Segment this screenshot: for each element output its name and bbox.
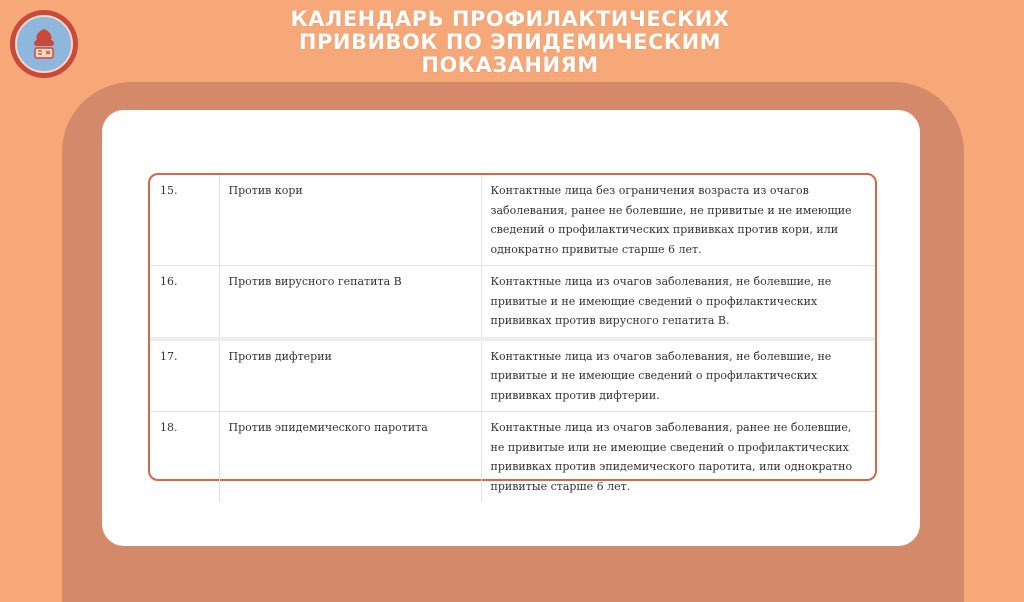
title-line-1: КАЛЕНДАРЬ ПРОФИЛАКТИЧЕСКИХ: [290, 7, 730, 31]
vaccination-table: [148, 173, 877, 493]
table-row: [150, 266, 875, 339]
vaccine-name: Против кори: [219, 175, 481, 266]
vaccine-indication: Контактные лица из очагов заболевания, не болевшие, не привитые и не имеющие сведений о профилактических прививках против вирусного гепатита В.: [490, 275, 832, 327]
vaccine-indication: Контактные лица без ограничения возраста из очагов заболевания, ранее не болевшие, не привитые и не имеющие сведений о профилактических прививках против кори, или однократно привитые старше 6 лет.: [490, 184, 852, 256]
emblem-icon: [15, 15, 73, 73]
vaccine-indication: Контактные лица из очагов заболевания, не болевшие, не привитые и не имеющие сведений о профилактических прививках против дифтерии.: [490, 349, 832, 402]
page-title: [250, 8, 770, 77]
vaccine-indication: Контактные лица из очагов заболевания, ранее не болевшие, не привитые или не имеющие сведений о профилактических прививках против эпидемического паротита, или однократно привитые старше 6 лет.: [490, 421, 853, 493]
table-row: [150, 175, 875, 266]
table-row: [150, 412, 875, 503]
row-number: 16.: [150, 266, 219, 339]
title-line-2: ПРИВИВОК ПО ЭПИДЕМИЧЕСКИМ: [298, 30, 722, 54]
title-line-3: ПОКАЗАНИЯМ: [421, 53, 599, 77]
vaccine-name: Против эпидемического паротита: [219, 412, 481, 503]
row-number: 15.: [150, 175, 219, 266]
row-number: 17.: [150, 339, 219, 412]
row-number: 18.: [150, 412, 219, 503]
table-row: [150, 339, 875, 412]
vaccine-name: Против дифтерии: [219, 339, 481, 412]
logo: [10, 10, 78, 78]
vaccine-name: Против вирусного гепатита В: [219, 266, 481, 339]
